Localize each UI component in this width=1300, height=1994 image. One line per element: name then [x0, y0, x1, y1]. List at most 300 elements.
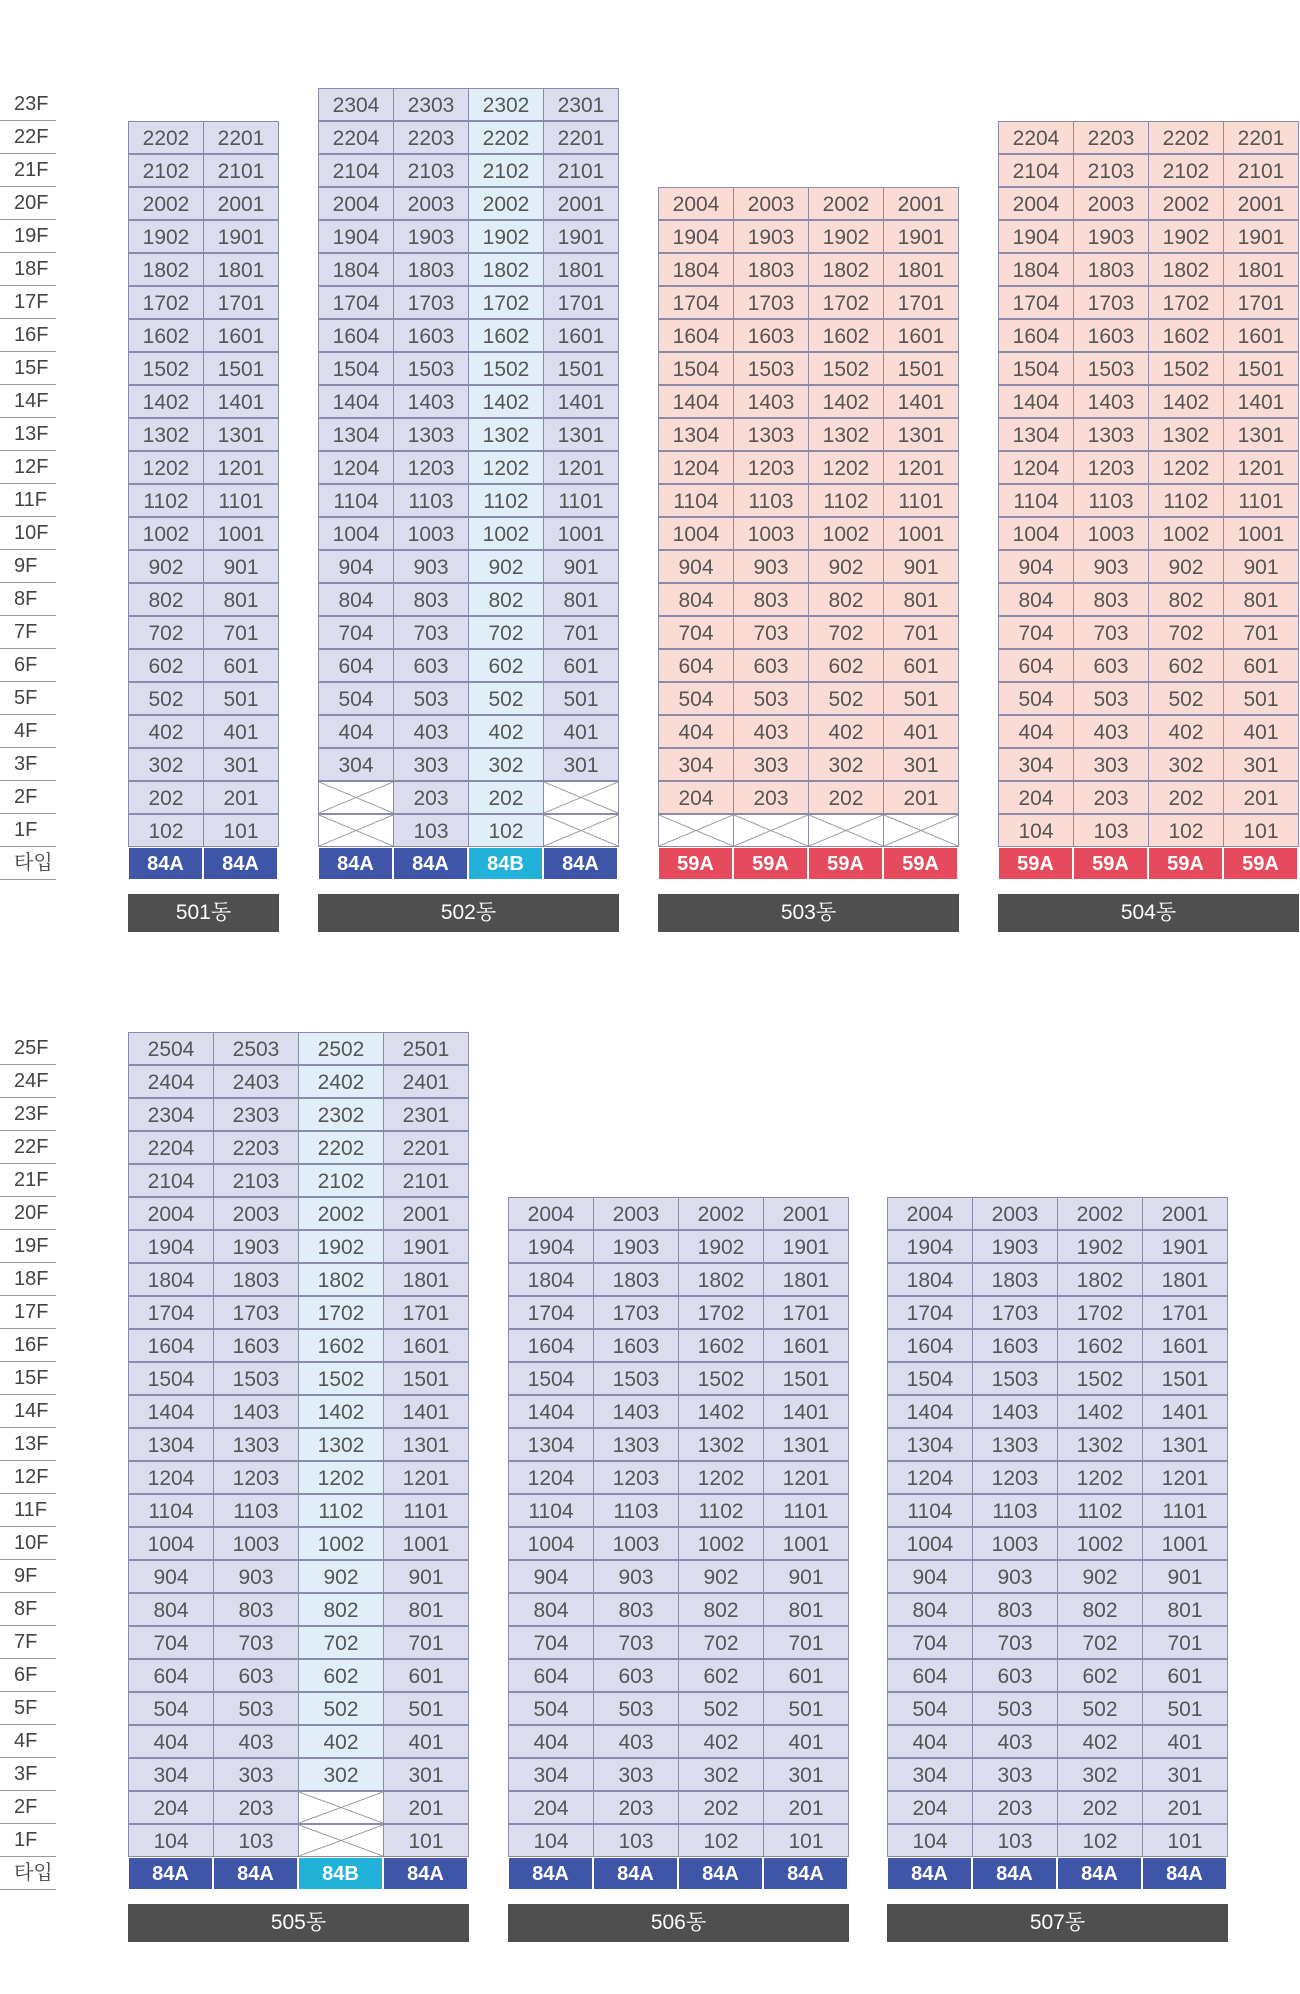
unit-cell: 202: [808, 781, 884, 814]
unit-cell: 1801: [763, 1263, 849, 1296]
unit-cell: 1004: [508, 1527, 594, 1560]
unit-cell: 704: [887, 1626, 973, 1659]
unit-cell: 401: [883, 715, 959, 748]
unit-cell: 1202: [468, 451, 544, 484]
unit-cell: 702: [808, 616, 884, 649]
building-name-bar: 504동: [998, 894, 1299, 932]
unit-cell: 1703: [593, 1296, 679, 1329]
unit-cell: 1802: [808, 253, 884, 286]
unit-cell: 2002: [468, 187, 544, 220]
unit-cell: 1202: [678, 1461, 764, 1494]
unit-cell: 201: [1223, 781, 1299, 814]
unit-cell: 1204: [887, 1461, 973, 1494]
unit-cell: 103: [213, 1824, 299, 1857]
unit-cell: 904: [887, 1560, 973, 1593]
unit-cell: 2202: [468, 121, 544, 154]
unit-cell: 2201: [203, 121, 279, 154]
building-name-bar: 506동: [508, 1904, 849, 1942]
unit-cell: 901: [543, 550, 619, 583]
unit-cell: 1604: [508, 1329, 594, 1362]
unit-cell: 1904: [887, 1230, 973, 1263]
unit-cell: 604: [128, 1659, 214, 1692]
unit-cell: 1401: [1223, 385, 1299, 418]
unit-type-badge: 84A: [763, 1857, 848, 1890]
unit-cell: 1003: [213, 1527, 299, 1560]
unit-cell: 1903: [213, 1230, 299, 1263]
unit-cell: 1204: [318, 451, 394, 484]
unit-cell: 302: [1057, 1758, 1143, 1791]
unit-cell: 1402: [128, 385, 204, 418]
unit-cell: 401: [1142, 1725, 1228, 1758]
unit-cell: 701: [203, 616, 279, 649]
unit-cell: 602: [298, 1659, 384, 1692]
unit-cell: 1301: [883, 418, 959, 451]
unit-cell: 1104: [998, 484, 1074, 517]
unit-cell: 1101: [1223, 484, 1299, 517]
unit-cell: 1004: [318, 517, 394, 550]
unit-cell: 1203: [733, 451, 809, 484]
unit-cell: 703: [733, 616, 809, 649]
unit-cell: 801: [1142, 1593, 1228, 1626]
unit-cell: 1701: [883, 286, 959, 319]
unit-cell: 1304: [128, 1428, 214, 1461]
unit-cell: 602: [678, 1659, 764, 1692]
unit-cell: 802: [128, 583, 204, 616]
unit-cell: 1803: [593, 1263, 679, 1296]
unit-cell: 504: [508, 1692, 594, 1725]
floor-label: 9F: [0, 550, 56, 583]
unit-cell: 2202: [1148, 121, 1224, 154]
unit-cell: 1602: [298, 1329, 384, 1362]
unit-cell: 1303: [733, 418, 809, 451]
unit-cell: 604: [508, 1659, 594, 1692]
unit-cell: 302: [468, 748, 544, 781]
unit-cell: 603: [593, 1659, 679, 1692]
unit-cell: 2001: [1223, 187, 1299, 220]
unit-cell: 603: [733, 649, 809, 682]
unit-cell: 1401: [203, 385, 279, 418]
unit-cell: 1301: [203, 418, 279, 451]
unit-cell: 803: [393, 583, 469, 616]
unit-cell: 304: [128, 1758, 214, 1791]
cross-mark: [734, 815, 808, 846]
unit-cell: 104: [508, 1824, 594, 1857]
unit-cell: 2002: [128, 187, 204, 220]
unit-cell: 1104: [658, 484, 734, 517]
unit-cell: 502: [808, 682, 884, 715]
unit-cell: 902: [298, 1560, 384, 1593]
unit-cell: 902: [468, 550, 544, 583]
unit-cell: 202: [1148, 781, 1224, 814]
unit-cell: 501: [1223, 682, 1299, 715]
unit-cell: 902: [1148, 550, 1224, 583]
unit-cell: 1802: [1057, 1263, 1143, 1296]
unit-cell: 202: [128, 781, 204, 814]
unit-cell: 1801: [1223, 253, 1299, 286]
empty-unit-cell: [808, 814, 884, 847]
unit-cell: 404: [998, 715, 1074, 748]
unit-cell: 1902: [468, 220, 544, 253]
unit-cell: 1402: [298, 1395, 384, 1428]
unit-cell: 1803: [1073, 253, 1149, 286]
unit-cell: 902: [678, 1560, 764, 1593]
unit-cell: 303: [733, 748, 809, 781]
unit-cell: 804: [998, 583, 1074, 616]
unit-cell: 1804: [508, 1263, 594, 1296]
unit-cell: 501: [883, 682, 959, 715]
unit-cell: 704: [318, 616, 394, 649]
unit-cell: 504: [658, 682, 734, 715]
unit-cell: 1604: [998, 319, 1074, 352]
unit-cell: 902: [1057, 1560, 1143, 1593]
unit-cell: 102: [678, 1824, 764, 1857]
unit-cell: 2401: [383, 1065, 469, 1098]
cross-mark: [319, 815, 393, 846]
unit-cell: 1202: [128, 451, 204, 484]
unit-cell: 1102: [808, 484, 884, 517]
floor-label: 10F: [0, 1527, 56, 1560]
unit-cell: 1104: [318, 484, 394, 517]
unit-cell: 1503: [972, 1362, 1058, 1395]
unit-cell: 2402: [298, 1065, 384, 1098]
unit-type-badge: 84A: [213, 1857, 298, 1890]
unit-cell: 1004: [887, 1527, 973, 1560]
unit-cell: 1101: [883, 484, 959, 517]
unit-type-badge: 59A: [998, 847, 1073, 880]
unit-cell: 601: [763, 1659, 849, 1692]
unit-cell: 103: [972, 1824, 1058, 1857]
unit-cell: 1702: [678, 1296, 764, 1329]
unit-cell: 304: [887, 1758, 973, 1791]
floor-label: 4F: [0, 715, 56, 748]
floor-label: 12F: [0, 451, 56, 484]
floor-label: 1F: [0, 1824, 56, 1857]
unit-cell: 103: [1073, 814, 1149, 847]
unit-cell: 1404: [658, 385, 734, 418]
unit-cell: 701: [763, 1626, 849, 1659]
floor-label: 23F: [0, 1098, 56, 1131]
unit-cell: 901: [203, 550, 279, 583]
unit-cell: 901: [883, 550, 959, 583]
unit-cell: 1001: [763, 1527, 849, 1560]
unit-cell: 101: [763, 1824, 849, 1857]
unit-type-badge: 59A: [733, 847, 808, 880]
unit-cell: 1002: [298, 1527, 384, 1560]
unit-cell: 602: [468, 649, 544, 682]
unit-cell: 301: [383, 1758, 469, 1791]
empty-unit-cell: [318, 781, 394, 814]
unit-cell: 802: [808, 583, 884, 616]
unit-cell: 2302: [468, 88, 544, 121]
unit-cell: 1202: [808, 451, 884, 484]
floor-label: 3F: [0, 748, 56, 781]
unit-cell: 401: [763, 1725, 849, 1758]
floor-label: 21F: [0, 154, 56, 187]
unit-cell: 502: [298, 1692, 384, 1725]
unit-cell: 102: [1148, 814, 1224, 847]
floor-label: 1F: [0, 814, 56, 847]
unit-cell: 404: [318, 715, 394, 748]
unit-cell: 2202: [298, 1131, 384, 1164]
unit-cell: 804: [887, 1593, 973, 1626]
unit-cell: 1301: [383, 1428, 469, 1461]
unit-cell: 1601: [1142, 1329, 1228, 1362]
unit-cell: 301: [203, 748, 279, 781]
unit-cell: 1502: [808, 352, 884, 385]
unit-cell: 1902: [1148, 220, 1224, 253]
unit-cell: 903: [733, 550, 809, 583]
unit-cell: 304: [508, 1758, 594, 1791]
unit-cell: 303: [213, 1758, 299, 1791]
unit-cell: 1201: [203, 451, 279, 484]
unit-cell: 1104: [508, 1494, 594, 1527]
unit-cell: 1203: [593, 1461, 679, 1494]
unit-cell: 701: [1142, 1626, 1228, 1659]
unit-cell: 2303: [393, 88, 469, 121]
empty-unit-cell: [733, 814, 809, 847]
unit-cell: 1502: [468, 352, 544, 385]
floor-label: 20F: [0, 187, 56, 220]
floor-label: 2F: [0, 1791, 56, 1824]
unit-cell: 2102: [128, 154, 204, 187]
unit-cell: 1201: [883, 451, 959, 484]
unit-cell: 2004: [318, 187, 394, 220]
floor-label: 24F: [0, 1065, 56, 1098]
unit-cell: 2502: [298, 1032, 384, 1065]
unit-cell: 2303: [213, 1098, 299, 1131]
unit-cell: 601: [543, 649, 619, 682]
unit-cell: 501: [763, 1692, 849, 1725]
unit-cell: 701: [543, 616, 619, 649]
unit-cell: 702: [678, 1626, 764, 1659]
unit-cell: 2504: [128, 1032, 214, 1065]
unit-cell: 1102: [678, 1494, 764, 1527]
unit-cell: 1201: [383, 1461, 469, 1494]
floor-label: 9F: [0, 1560, 56, 1593]
unit-cell: 1404: [128, 1395, 214, 1428]
unit-cell: 903: [593, 1560, 679, 1593]
unit-cell: 1401: [383, 1395, 469, 1428]
unit-cell: 304: [318, 748, 394, 781]
unit-cell: 2101: [203, 154, 279, 187]
unit-cell: 1104: [128, 1494, 214, 1527]
unit-cell: 303: [593, 1758, 679, 1791]
unit-cell: 1802: [678, 1263, 764, 1296]
unit-cell: 1504: [887, 1362, 973, 1395]
unit-cell: 702: [128, 616, 204, 649]
unit-type-badge: 84A: [543, 847, 618, 880]
unit-cell: 1801: [543, 253, 619, 286]
unit-cell: 504: [318, 682, 394, 715]
unit-cell: 901: [383, 1560, 469, 1593]
unit-cell: 802: [1057, 1593, 1143, 1626]
unit-cell: 1802: [298, 1263, 384, 1296]
unit-cell: 2302: [298, 1098, 384, 1131]
unit-cell: 1603: [733, 319, 809, 352]
floor-label: 17F: [0, 286, 56, 319]
unit-cell: 201: [1142, 1791, 1228, 1824]
unit-cell: 1603: [972, 1329, 1058, 1362]
unit-cell: 2004: [658, 187, 734, 220]
unit-cell: 701: [383, 1626, 469, 1659]
unit-cell: 1001: [203, 517, 279, 550]
unit-cell: 1702: [468, 286, 544, 319]
unit-cell: 1502: [678, 1362, 764, 1395]
unit-cell: 1501: [1223, 352, 1299, 385]
unit-cell: 801: [543, 583, 619, 616]
empty-unit-cell: [543, 814, 619, 847]
floor-label: 14F: [0, 385, 56, 418]
floor-label: 14F: [0, 1395, 56, 1428]
unit-cell: 501: [543, 682, 619, 715]
unit-cell: 1903: [393, 220, 469, 253]
unit-cell: 103: [393, 814, 469, 847]
unit-cell: 201: [383, 1791, 469, 1824]
unit-cell: 1501: [203, 352, 279, 385]
unit-cell: 504: [128, 1692, 214, 1725]
unit-type-badge: 59A: [1073, 847, 1148, 880]
unit-cell: 1803: [213, 1263, 299, 1296]
unit-cell: 2501: [383, 1032, 469, 1065]
unit-cell: 804: [508, 1593, 594, 1626]
unit-cell: 1403: [393, 385, 469, 418]
unit-cell: 104: [887, 1824, 973, 1857]
unit-type-badge: 59A: [1223, 847, 1298, 880]
unit-cell: 2201: [1223, 121, 1299, 154]
unit-cell: 1501: [883, 352, 959, 385]
unit-cell: 2003: [972, 1197, 1058, 1230]
floor-label: 19F: [0, 1230, 56, 1263]
unit-cell: 1001: [543, 517, 619, 550]
unit-cell: 1601: [203, 319, 279, 352]
unit-cell: 1003: [733, 517, 809, 550]
unit-cell: 2002: [298, 1197, 384, 1230]
unit-cell: 1501: [543, 352, 619, 385]
unit-cell: 802: [678, 1593, 764, 1626]
unit-cell: 1504: [128, 1362, 214, 1395]
unit-cell: 203: [1073, 781, 1149, 814]
unit-cell: 1902: [1057, 1230, 1143, 1263]
unit-cell: 503: [972, 1692, 1058, 1725]
cross-mark: [299, 1825, 383, 1856]
unit-cell: 902: [808, 550, 884, 583]
unit-cell: 2201: [543, 121, 619, 154]
unit-cell: 1601: [763, 1329, 849, 1362]
unit-cell: 102: [468, 814, 544, 847]
unit-cell: 1002: [678, 1527, 764, 1560]
unit-cell: 1803: [972, 1263, 1058, 1296]
unit-cell: 1401: [543, 385, 619, 418]
unit-cell: 904: [508, 1560, 594, 1593]
unit-cell: 1004: [658, 517, 734, 550]
unit-type-badge: 84A: [678, 1857, 763, 1890]
unit-cell: 1504: [508, 1362, 594, 1395]
unit-cell: 1904: [128, 1230, 214, 1263]
unit-cell: 602: [808, 649, 884, 682]
unit-cell: 804: [658, 583, 734, 616]
unit-cell: 404: [128, 1725, 214, 1758]
unit-cell: 1901: [1142, 1230, 1228, 1263]
unit-cell: 1602: [1057, 1329, 1143, 1362]
unit-cell: 1601: [883, 319, 959, 352]
unit-cell: 1903: [593, 1230, 679, 1263]
unit-cell: 604: [658, 649, 734, 682]
unit-cell: 1302: [298, 1428, 384, 1461]
unit-cell: 2204: [128, 1131, 214, 1164]
unit-cell: 1403: [972, 1395, 1058, 1428]
unit-cell: 1102: [1148, 484, 1224, 517]
unit-cell: 1702: [298, 1296, 384, 1329]
type-row-label: 타입: [0, 847, 56, 880]
empty-unit-cell: [318, 814, 394, 847]
unit-cell: 1801: [1142, 1263, 1228, 1296]
unit-cell: 2404: [128, 1065, 214, 1098]
unit-cell: 1404: [887, 1395, 973, 1428]
unit-cell: 2004: [128, 1197, 214, 1230]
floor-label: 20F: [0, 1197, 56, 1230]
unit-cell: 502: [678, 1692, 764, 1725]
unit-cell: 1503: [733, 352, 809, 385]
unit-cell: 602: [1148, 649, 1224, 682]
unit-cell: 801: [763, 1593, 849, 1626]
unit-cell: 2104: [318, 154, 394, 187]
unit-cell: 704: [508, 1626, 594, 1659]
unit-cell: 504: [887, 1692, 973, 1725]
unit-cell: 203: [972, 1791, 1058, 1824]
unit-cell: 901: [1223, 550, 1299, 583]
unit-type-badge: 84A: [1142, 1857, 1227, 1890]
unit-cell: 1904: [508, 1230, 594, 1263]
unit-cell: 903: [393, 550, 469, 583]
unit-cell: 1604: [318, 319, 394, 352]
unit-cell: 2204: [998, 121, 1074, 154]
unit-cell: 503: [393, 682, 469, 715]
unit-cell: 2103: [213, 1164, 299, 1197]
unit-cell: 904: [318, 550, 394, 583]
unit-cell: 1303: [972, 1428, 1058, 1461]
unit-cell: 2204: [318, 121, 394, 154]
unit-cell: 1804: [658, 253, 734, 286]
unit-cell: 802: [468, 583, 544, 616]
unit-cell: 702: [1148, 616, 1224, 649]
unit-cell: 402: [678, 1725, 764, 1758]
unit-cell: 1004: [998, 517, 1074, 550]
unit-cell: 1002: [1148, 517, 1224, 550]
unit-cell: 1103: [1073, 484, 1149, 517]
floor-label: 18F: [0, 1263, 56, 1296]
unit-cell: 1003: [593, 1527, 679, 1560]
unit-cell: 603: [1073, 649, 1149, 682]
floor-label: 15F: [0, 352, 56, 385]
unit-cell: 1304: [658, 418, 734, 451]
floor-label: 25F: [0, 1032, 56, 1065]
unit-cell: 702: [1057, 1626, 1143, 1659]
unit-cell: 1103: [733, 484, 809, 517]
unit-cell: 801: [1223, 583, 1299, 616]
unit-cell: 1203: [972, 1461, 1058, 1494]
unit-cell: 102: [128, 814, 204, 847]
floor-label: 7F: [0, 1626, 56, 1659]
unit-cell: 2102: [298, 1164, 384, 1197]
unit-cell: 1303: [393, 418, 469, 451]
unit-cell: 1104: [887, 1494, 973, 1527]
unit-cell: 1203: [1073, 451, 1149, 484]
unit-type-badge: 84A: [972, 1857, 1057, 1890]
unit-cell: 803: [1073, 583, 1149, 616]
unit-cell: 704: [658, 616, 734, 649]
unit-cell: 1002: [468, 517, 544, 550]
unit-cell: 602: [1057, 1659, 1143, 1692]
